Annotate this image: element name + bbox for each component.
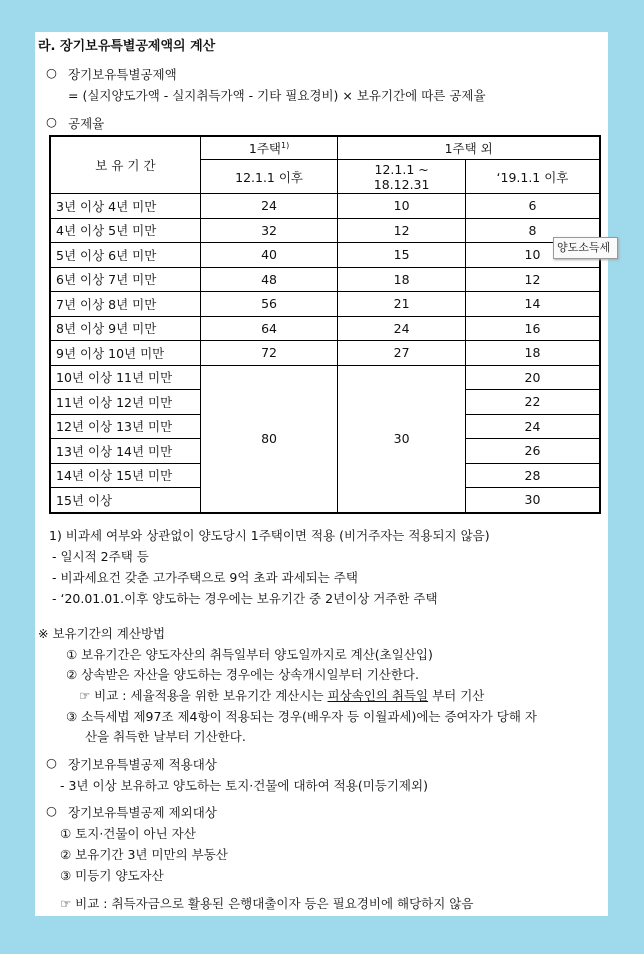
exclusion-heading: 장기보유특별공제 제외대상 <box>68 805 217 820</box>
deduction-formula: = (실지양도가액 - 실지취득가액 - 기타 필요경비) × 보유기간에 따른 공제율 <box>68 88 486 103</box>
row-label: 15년 이상 <box>50 488 200 513</box>
cell-rate-merged: 80 <box>200 365 337 513</box>
table-row <box>50 292 600 317</box>
row-label: 7년 이상 8년 미만 <box>50 292 200 317</box>
exclusion-note: ☞ 비교 : 취득자금으로 활용된 은행대출이자 등은 필요경비에 해당하지 않음 <box>60 896 474 911</box>
calc-item-3-cont: 산을 취득한 날부터 기산한다. <box>85 729 246 744</box>
cell-rate: 28 <box>465 463 600 488</box>
subheader-after-2012: 12.1.1 이후 <box>200 160 337 194</box>
cell-rate: 64 <box>200 316 337 341</box>
deduction-rate-table <box>49 135 601 514</box>
cell-rate: 24 <box>465 414 600 439</box>
footnote-item: - ‘20.01.01.이후 양도하는 경우에는 보유기간 중 2년이상 거주한 주택 <box>52 591 438 606</box>
row-label: 6년 이상 7년 미만 <box>50 267 200 292</box>
row-label: 4년 이상 5년 미만 <box>50 218 200 243</box>
footnote-item: - 일시적 2주택 등 <box>52 549 149 564</box>
cell-rate: 8 <box>465 218 600 243</box>
row-label: 14년 이상 15년 미만 <box>50 463 200 488</box>
row-label: 11년 이상 12년 미만 <box>50 390 200 415</box>
calc-item-2-note: ☞ 비교 : 세율적용을 위한 보유기간 계산시는 피상속인의 취득일 부터 기산 <box>79 688 485 703</box>
cell-rate-merged: 30 <box>338 365 466 513</box>
bullet-icon: ○ <box>46 114 57 129</box>
cell-rate: 26 <box>465 439 600 464</box>
cell-rate: 40 <box>200 243 337 268</box>
cell-rate: 20 <box>465 365 600 390</box>
cell-rate: 10 <box>338 194 466 219</box>
calc-item-2: ② 상속받은 자산을 양도하는 경우에는 상속개시일부터 기산한다. <box>66 667 419 682</box>
cell-rate: 32 <box>200 218 337 243</box>
cell-rate: 21 <box>338 292 466 317</box>
table-row <box>50 218 600 243</box>
bullet-icon: ○ <box>46 755 57 770</box>
cell-rate: 14 <box>465 292 600 317</box>
table-row <box>50 194 600 219</box>
table-row <box>50 243 600 268</box>
cell-rate: 18 <box>465 341 600 366</box>
cell-rate: 15 <box>338 243 466 268</box>
cell-rate: 56 <box>200 292 337 317</box>
row-label: 8년 이상 9년 미만 <box>50 316 200 341</box>
table-row <box>50 365 600 390</box>
header-one-house: 1주택$^{1)}$ <box>200 136 337 160</box>
tooltip-popup: 양도소득세 <box>553 237 618 259</box>
row-label: 13년 이상 14년 미만 <box>50 439 200 464</box>
deduction-heading: 장기보유특별공제액 <box>68 67 177 82</box>
row-label: 10년 이상 11년 미만 <box>50 365 200 390</box>
table-row <box>50 267 600 292</box>
cell-rate: 12 <box>465 267 600 292</box>
row-label: 5년 이상 6년 미만 <box>50 243 200 268</box>
target-heading: 장기보유특별공제 적용대상 <box>68 757 217 772</box>
target-line: - 3년 이상 보유하고 양도하는 토지·건물에 대하여 적용(미등기제외) <box>60 778 428 793</box>
cell-rate: 12 <box>338 218 466 243</box>
calc-item-3: ③ 소득세법 제97조 제4항이 적용되는 경우(배우자 등 이월과세)에는 증여자가 당해 자 <box>66 709 537 724</box>
cell-rate: 72 <box>200 341 337 366</box>
header-period: 보 유 기 간 <box>50 136 200 194</box>
exclusion-item-2: ② 보유기간 3년 미만의 부동산 <box>60 847 228 862</box>
exclusion-item-3: ③ 미등기 양도자산 <box>60 868 164 883</box>
cell-rate: 6 <box>465 194 600 219</box>
cell-rate: 24 <box>338 316 466 341</box>
table-row <box>50 341 600 366</box>
section-title: 라. 장기보유특별공제액의 계산 <box>38 39 216 54</box>
cell-rate: 30 <box>465 488 600 513</box>
rate-heading: 공제율 <box>68 116 105 131</box>
cell-rate: 48 <box>200 267 337 292</box>
cell-rate: 22 <box>465 390 600 415</box>
footnote-1: 1) 비과세 여부와 상관없이 양도당시 1주택이면 적용 (비거주자는 적용되지 않음) <box>49 528 490 543</box>
document-page <box>35 32 611 916</box>
subheader-after-2019: ‘19.1.1 이후 <box>465 160 600 194</box>
cell-rate: 10 <box>465 243 600 268</box>
exclusion-item-1: ① 토지·건물이 아닌 자산 <box>60 826 196 841</box>
header-other: 1주택 외 <box>338 136 600 160</box>
row-label: 3년 이상 4년 미만 <box>50 194 200 219</box>
bullet-icon: ○ <box>46 803 57 818</box>
calc-item-1: ① 보유기간은 양도자산의 취득일부터 양도일까지로 계산(초일산입) <box>66 647 433 662</box>
footnote-item: - 비과세요건 갖춘 고가주택으로 9억 초과 과세되는 주택 <box>52 570 358 585</box>
cell-rate: 27 <box>338 341 466 366</box>
row-label: 12년 이상 13년 미만 <box>50 414 200 439</box>
cell-rate: 24 <box>200 194 337 219</box>
cell-rate: 18 <box>338 267 466 292</box>
table-row <box>50 316 600 341</box>
cell-rate: 16 <box>465 316 600 341</box>
subheader-2012-2018: 12.1.1 ~ 18.12.31 <box>338 160 466 194</box>
bullet-icon: ○ <box>46 65 57 80</box>
calc-heading: ※ 보유기간의 계산방법 <box>38 626 166 641</box>
row-label: 9년 이상 10년 미만 <box>50 341 200 366</box>
